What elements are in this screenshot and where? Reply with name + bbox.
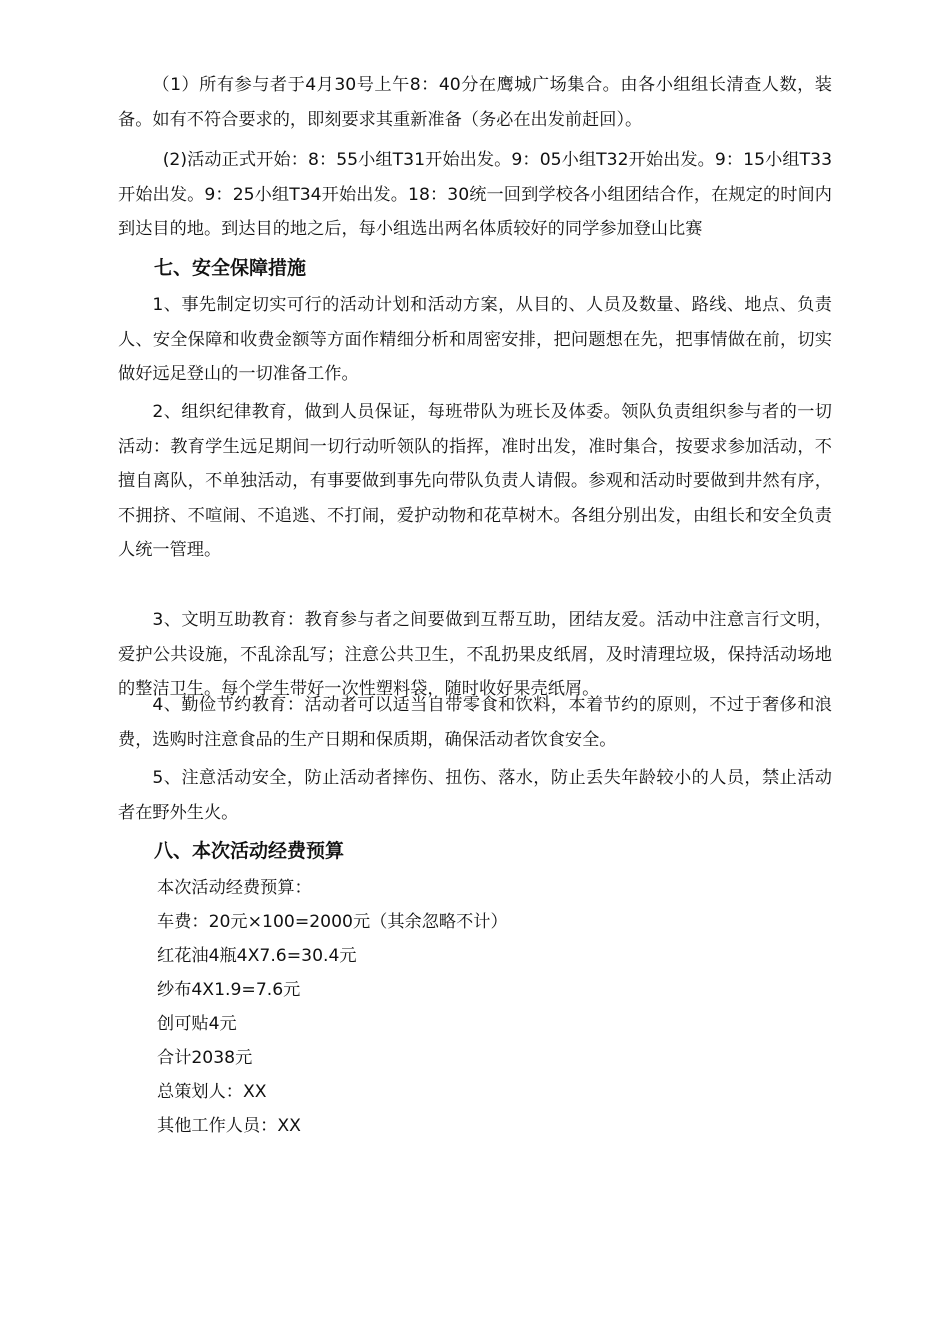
schedule-paragraph-1: （1）所有参与者于4月30号上午8：40分在鹰城广场集合。由各小组组长清查人数，装备。如有不符合要求的，即刻要求其重新准备（务必在出发前赶回）。 (118, 75, 832, 130)
budget-line-gauze: 纱布4X1.9=7.6元 (157, 980, 301, 1000)
schedule-paragraph-2: (2)活动正式开始：8：55小组T31开始出发。9：05小组T32开始出发。9：15小组T33开始出发。9：25小组T34开始出发。18：30统一回到学校各小组团结合作，在规定的时间内到达目的地。到达目的地之后，每小组选出两名体质较好的同学参加登山比赛 (118, 150, 832, 240)
budget-line-bandaid: 创可贴4元 (157, 1014, 237, 1034)
safety-item-3: 3、文明互助教育：教育参与者之间要做到互帮互助，团结友爱。活动中注意言行文明，爱护公共设施，不乱涂乱写；注意公共卫生，不乱扔果皮纸屑，及时清理垃圾，保持活动场地的整洁卫生。每个学生带好一次性塑料袋，随时收好果壳纸屑。 (118, 610, 832, 700)
chief-planner: 总策划人：XX (157, 1082, 267, 1102)
budget-line-safflower-oil: 红花油4瓶4X7.6=30.4元 (157, 946, 357, 966)
other-staff: 其他工作人员：XX (157, 1116, 301, 1136)
section-8-heading: 八、本次活动经费预算 (154, 840, 345, 862)
safety-item-1: 1、事先制定切实可行的活动计划和活动方案，从目的、人员及数量、路线、地点、负责人、安全保障和收费金额等方面作精细分析和周密安排，把问题想在先，把事情做在前，切实做好远足登山的一切准备工作。 (118, 295, 832, 385)
safety-item-5: 5、注意活动安全，防止活动者摔伤、扭伤、落水，防止丢失年龄较小的人员，禁止活动者在野外生火。 (118, 768, 832, 823)
budget-total: 合计2038元 (157, 1048, 253, 1068)
budget-line-transport: 车费：20元×100=2000元（其余忽略不计） (157, 912, 508, 932)
section-7-heading: 七、安全保障措施 (154, 257, 307, 279)
safety-item-4: 4、勤俭节约教育：活动者可以适当自带零食和饮料，本着节约的原则，不过于奢侈和浪费，选购时注意食品的生产日期和保质期，确保活动者饮食安全。 (118, 695, 832, 750)
safety-item-2: 2、组织纪律教育，做到人员保证，每班带队为班长及体委。领队负责组织参与者的一切活动：教育学生远足期间一切行动听领队的指挥，准时出发，准时集合，按要求参加活动，不擅自离队，不单独活动，有事要做到事先向带队负责人请假。参观和活动时要做到井然有序，不拥挤、不喧闹、不追逃、不打闹，爱护动物和花草树木。各组分别出发，由组长和安全负责人统一管理。 (118, 402, 832, 561)
budget-intro: 本次活动经费预算： (157, 878, 312, 898)
